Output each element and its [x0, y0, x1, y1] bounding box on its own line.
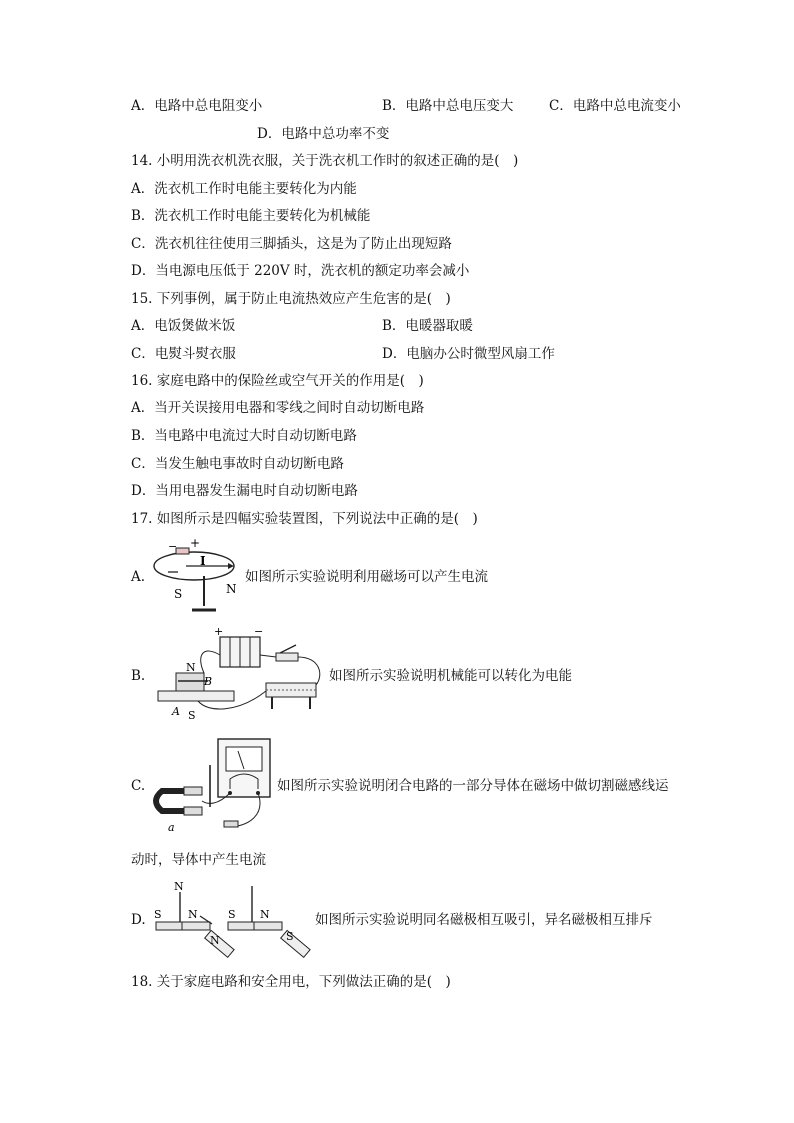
fig-d-south-left: S	[154, 908, 162, 921]
fig-a-current-label: I	[200, 554, 206, 568]
q15-option-a: A．电饭煲做米饭	[131, 318, 236, 334]
q16-option-c: C．当发生触电事故时自动切断电路	[131, 456, 344, 472]
q13-option-b: B．电路中总电压变大	[382, 98, 514, 114]
q15-option-b: B．电暖器取暖	[382, 318, 473, 334]
fig-b-b-label: B	[204, 675, 213, 688]
fig-a-south: S	[174, 587, 183, 601]
fig-d-south-hand: S	[286, 930, 294, 943]
figure-d-bar-magnets	[148, 878, 318, 958]
q17-option-a-text: 如图所示实验说明利用磁场可以产生电流	[245, 569, 488, 585]
figure-b-generator-setup	[148, 625, 328, 721]
fig-b-plus: +	[214, 625, 224, 638]
q16-option-a: A．当开关误接用电器和零线之间时自动切断电路	[131, 400, 425, 416]
fig-c-a-label: a	[168, 821, 175, 834]
q15-option-d: D．电脑办公时微型风扇工作	[382, 346, 555, 362]
q14-option-d: D．当电源电压低于 220V 时，洗衣机的额定功率会减小	[131, 263, 470, 279]
figure-c-galvanometer-setup	[148, 735, 276, 833]
figure-a-electromagnet-coil	[148, 538, 243, 614]
q17-option-c-text-continued: 动时，导体中产生电流	[131, 852, 266, 868]
fig-a-north: N	[226, 582, 237, 596]
q17-option-b-label: B.	[131, 668, 146, 684]
fig-b-a-label: A	[172, 705, 180, 718]
q14-option-c: C．洗衣机往往使用三脚插头，这是为了防止出现短路	[131, 236, 452, 252]
q17-option-d-text: 如图所示实验说明同名磁极相互吸引，异名磁极相互排斥	[315, 912, 653, 928]
q16-option-b: B．当电路中电流过大时自动切断电路	[131, 428, 357, 444]
q18-stem: 18. 关于家庭电路和安全用电，下列做法正确的是( )	[131, 974, 451, 990]
fig-b-south: S	[188, 709, 196, 722]
q14-option-a: A．洗衣机工作时电能主要转化为内能	[131, 181, 357, 197]
fig-d-north-hand: N	[210, 934, 220, 947]
q14-stem: 14. 小明用洗衣机洗衣服，关于洗衣机工作时的叙述正确的是( )	[131, 153, 519, 169]
q13-option-d: D．电路中总功率不变	[257, 126, 390, 142]
fig-a-minus: −	[168, 540, 178, 553]
fig-d-north-right: N	[260, 908, 270, 921]
q16-option-d: D．当用电器发生漏电时自动切断电路	[131, 483, 358, 499]
q17-stem: 17. 如图所示是四幅实验装置图，下列说法中正确的是( )	[131, 511, 478, 527]
fig-b-minus: −	[254, 625, 264, 638]
q15-stem: 15. 下列事例，属于防止电流热效应产生危害的是( )	[131, 291, 451, 307]
q17-option-c-label: C.	[131, 778, 146, 794]
q16-stem: 16. 家庭电路中的保险丝或空气开关的作用是( )	[131, 373, 424, 389]
q17-option-b-text: 如图所示实验说明机械能可以转化为电能	[329, 668, 572, 684]
q13-option-a: A．电路中总电阻变小	[131, 98, 263, 114]
q14-option-b: B．洗衣机工作时电能主要转化为机械能	[131, 208, 371, 224]
q17-option-d-label: D.	[131, 912, 146, 928]
fig-d-north-top: N	[174, 880, 184, 893]
q15-option-c: C．电熨斗熨衣服	[131, 346, 236, 362]
q17-option-c-text: 如图所示实验说明闭合电路的一部分导体在磁场中做切割磁感线运	[277, 778, 669, 794]
q17-option-a-label: A.	[131, 569, 146, 585]
fig-a-plus: +	[190, 536, 201, 550]
fig-d-north-left: N	[188, 908, 198, 921]
q13-option-c: C．电路中总电流变小	[549, 98, 681, 114]
fig-d-south-right: S	[228, 908, 236, 921]
fig-b-north: N	[186, 661, 196, 674]
